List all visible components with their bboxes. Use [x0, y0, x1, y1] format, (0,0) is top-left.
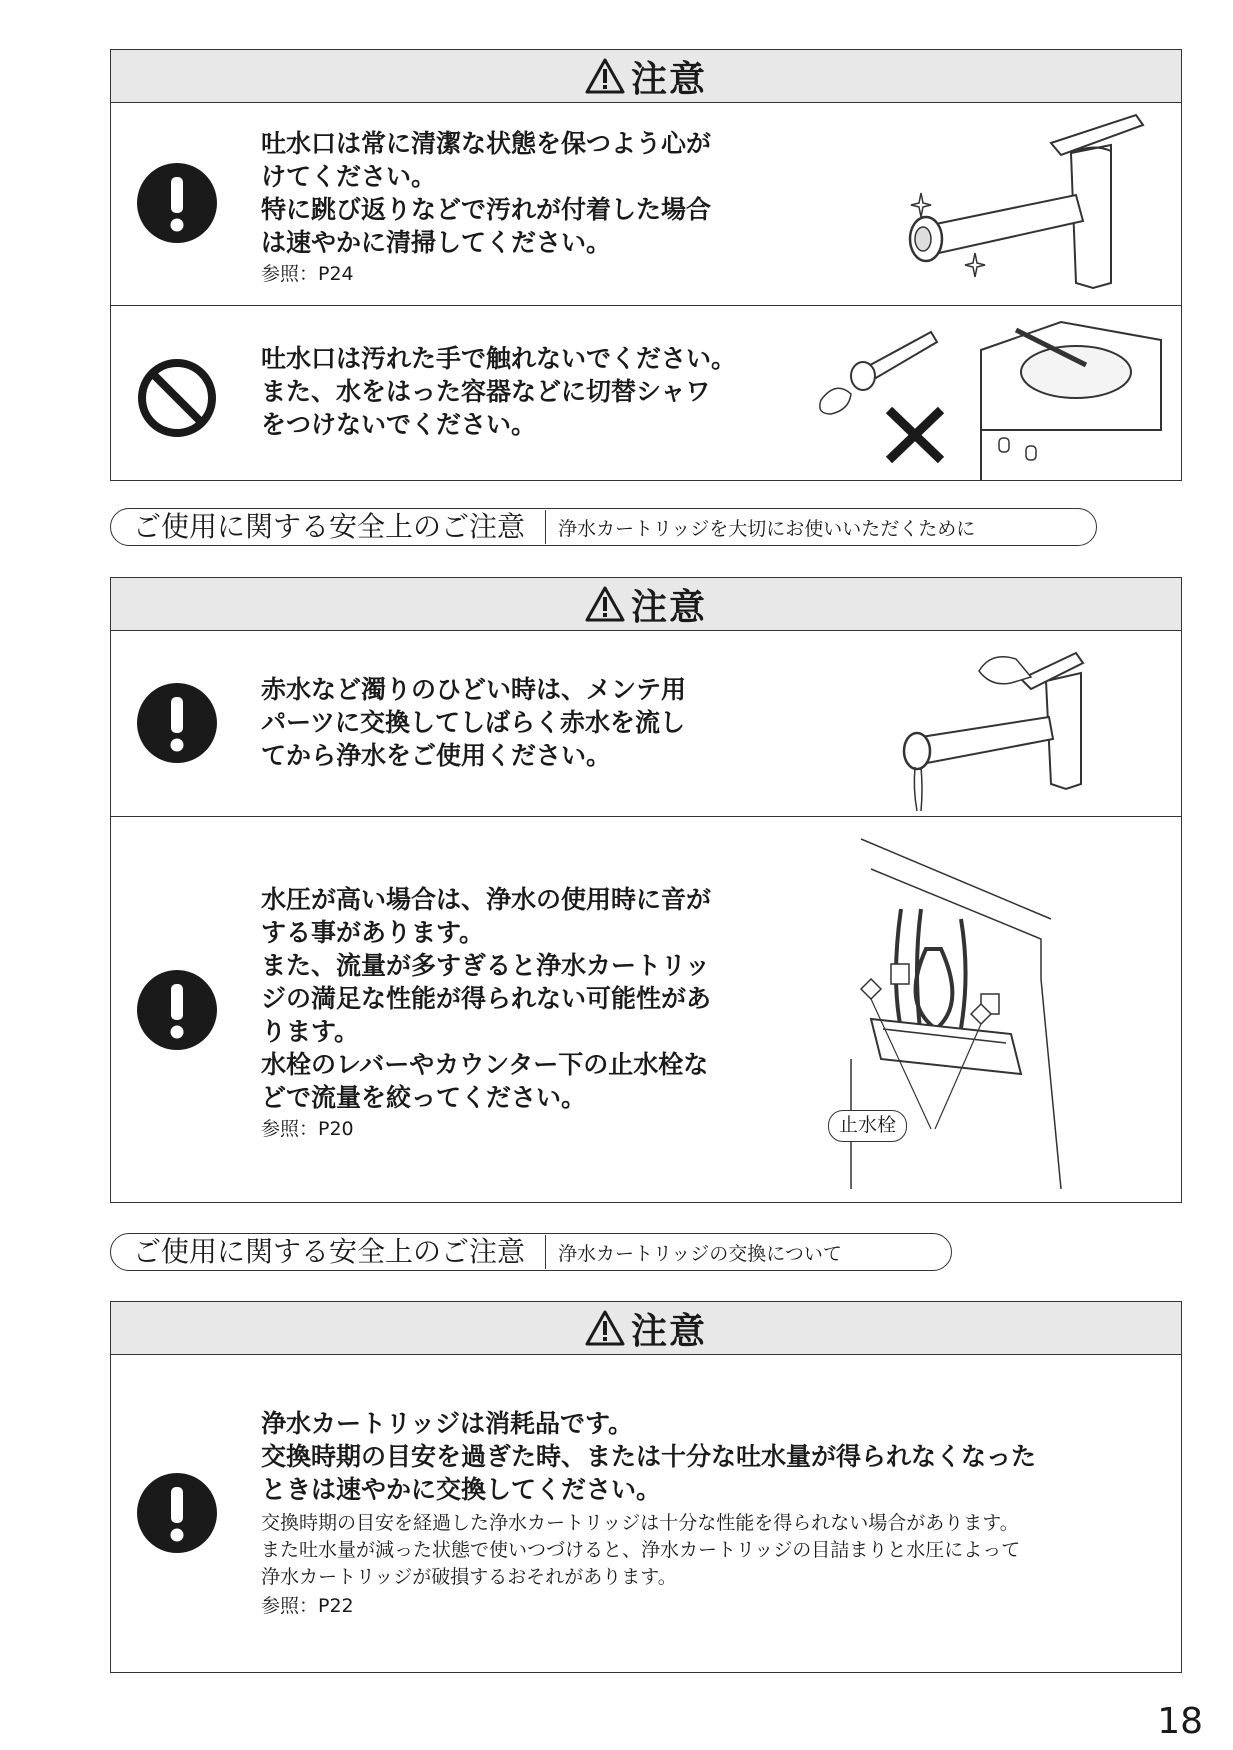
reference-text: 参照：P20: [261, 1118, 354, 1140]
valve-callout: [828, 1110, 907, 1142]
caution-box-2: [110, 577, 1182, 1203]
mandatory-exclamation-icon: [137, 1473, 217, 1553]
caution-row: [111, 631, 1181, 816]
caution-box-3: [110, 1301, 1182, 1673]
faucet-illustration: [871, 113, 1171, 298]
caution-row: [111, 103, 1181, 305]
row-text: [261, 673, 686, 772]
under-sink-valve-illustration: [831, 829, 1181, 1199]
caution-row: [111, 816, 1181, 1203]
section-label-main: ご使用に関する安全上のご注意: [111, 510, 546, 544]
section-label-sub: 浄水カートリッジの交換について: [558, 1242, 842, 1265]
section-label-sub: 浄水カートリッジを大切にお使いいただくために: [558, 517, 976, 540]
caution-title: 注意: [630, 1310, 707, 1352]
section-label-main: ご使用に関する安全上のご注意: [111, 1235, 546, 1269]
mandatory-exclamation-icon: [137, 163, 217, 243]
row-text: [261, 127, 711, 287]
section-label-2: [110, 1233, 952, 1271]
mandatory-exclamation-icon: [137, 683, 217, 763]
valve-callout-label: 止水栓: [839, 1114, 897, 1136]
caution-row: [111, 1355, 1181, 1673]
reference-text: 参照：P22: [261, 1595, 354, 1617]
row-text: [261, 883, 711, 1142]
row-text: [261, 342, 736, 441]
warning-triangle-icon: [585, 1310, 625, 1346]
caution-main-text: 吐水口は常に清潔な状態を保つよう心が けてください。 特に跳び返りなどで汚れが付着した場合 は速やかに清掃してください。: [261, 129, 712, 257]
faucet-illustration: [871, 639, 1171, 814]
caution-box-1: [110, 49, 1182, 481]
warning-triangle-icon: [585, 586, 625, 622]
mandatory-exclamation-icon: [137, 970, 217, 1050]
caution-main-text: 浄水カートリッジは消耗品です。 交換時期の目安を過ぎた時、または十分な吐水量が得られなくなった ときは速やかに交換してください。: [261, 1409, 1037, 1504]
caution-title: 注意: [630, 586, 707, 628]
sink-illustration: [801, 310, 1177, 480]
caution-main-text: 赤水など濁りのひどい時は、メンテ用 パーツに交換してしばらく赤水を流し てから浄水をご使用ください。: [261, 675, 687, 770]
reference-text: 参照：P24: [261, 263, 354, 285]
caution-title: 注意: [630, 58, 707, 100]
caution-header: [111, 1302, 1181, 1355]
section-label-1: [110, 508, 1097, 546]
caution-header: [111, 578, 1181, 631]
row-text: [261, 1407, 1141, 1619]
caution-note-text: 交換時期の目安を経過した浄水カートリッジは十分な性能を得られない場合があります。 また吐水量が減った状態で使いつづけると、浄水カートリッジの目詰まりと水圧によって 浄水カートリッジが破損するおそれがあります。: [261, 1512, 1021, 1588]
caution-main-text: 水圧が高い場合は、浄水の使用時に音が する事があります。 また、流量が多すぎると浄水カートリッ ジの満足な性能が得られない可能性があ ります。 水栓のレバーやカウンター下の止水栓な どで流量を絞ってください。: [261, 885, 712, 1112]
prohibition-main-text: 吐水口は汚れた手で触れないでください。 また、水をはった容器などに切替シャワ をつけないでください。: [261, 344, 737, 439]
prohibition-row: [111, 305, 1181, 481]
page-number: 18: [1157, 1701, 1203, 1742]
caution-header: [111, 50, 1181, 103]
prohibition-icon: [137, 358, 217, 438]
warning-triangle-icon: [585, 58, 625, 94]
